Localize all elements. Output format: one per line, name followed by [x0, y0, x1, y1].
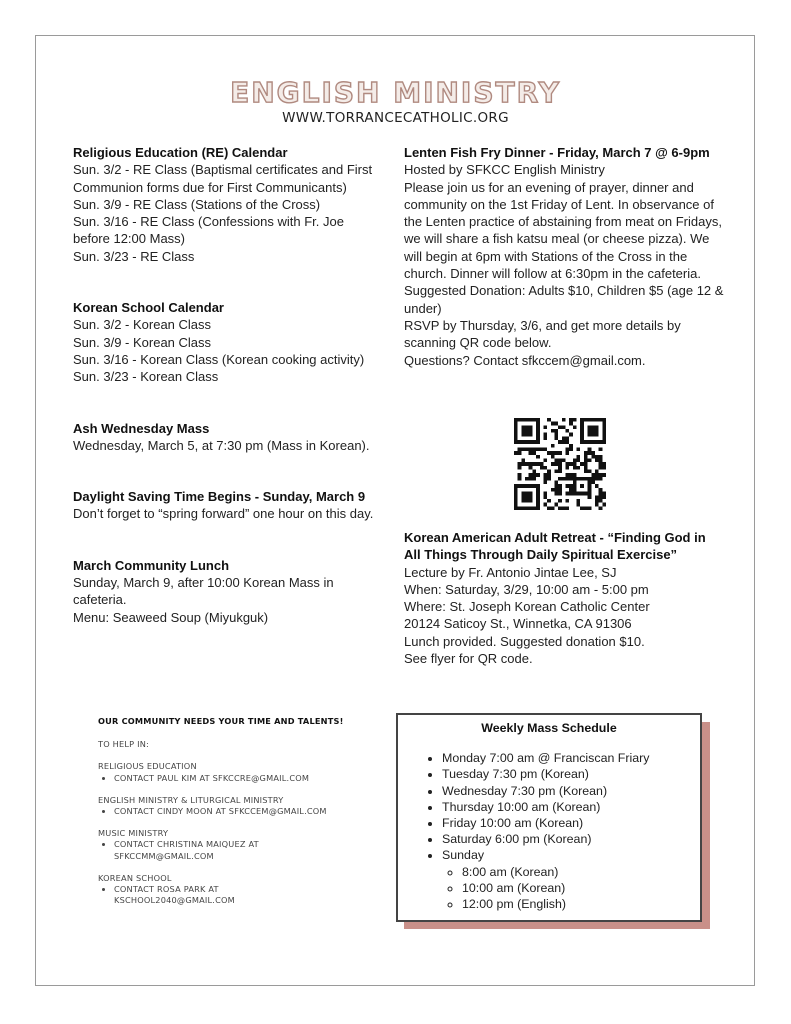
mass-item-sunday [442, 847, 700, 912]
sunday-mass-item: ◦ 12:00 pm (English) [462, 896, 700, 912]
ash-wednesday-section [73, 420, 383, 455]
volunteer-contact: • CONTACT CINDY MOON AT SFKCCEM@GMAIL.COM [114, 806, 368, 817]
retreat-line: When: Saturday, 3/29, 10:00 am - 5:00 pm [404, 581, 649, 597]
volunteer-heading: OUR COMMUNITY NEEDS YOUR TIME AND TALENTS! [98, 716, 344, 726]
mass-item: • Saturday 6:00 pm (Korean) [442, 831, 700, 847]
volunteer-group [98, 828, 368, 862]
volunteer-group-label: KOREAN SCHOOL [98, 872, 172, 883]
re-calendar-section [73, 144, 383, 265]
daylight-saving-section [73, 488, 383, 523]
right-column [404, 144, 724, 667]
volunteer-group [98, 873, 368, 907]
fish-fry-section [404, 144, 724, 369]
mass-item: • Wednesday 7:30 pm (Korean) [442, 783, 700, 799]
fish-fry-contact: Questions? Contact sfkccem@gmail.com. [404, 352, 646, 368]
sunday-mass-item: ◦ 8:00 am (Korean) [462, 864, 700, 880]
korean-school-line: Sun. 3/2 - Korean Class [73, 317, 212, 333]
volunteer-group-label: MUSIC MINISTRY [98, 828, 169, 839]
community-lunch-line: Menu: Seaweed Soup (Miyukguk) [73, 609, 269, 625]
re-calendar-line: Sun. 3/9 - RE Class (Stations of the Cross) [73, 196, 321, 212]
korean-school-section [73, 299, 383, 385]
page-title: ENGLISH MINISTRY [230, 76, 561, 109]
re-calendar-line: Sun. 3/2 - RE Class (Baptismal certificates and First Communion forms due for First Communicants) [73, 162, 373, 195]
mass-schedule-list [398, 750, 700, 912]
korean-school-line: Sun. 3/23 - Korean Class [73, 369, 219, 385]
daylight-saving-text: Don’t forget to “spring forward” one hour on this day. [73, 506, 374, 522]
retreat-line: Lecture by Fr. Antonio Jintae Lee, SJ [404, 564, 617, 580]
volunteer-contact: • CONTACT ROSA PARK AT KSCHOOL2040@GMAIL.COM [114, 884, 274, 906]
ash-wednesday-text: Wednesday, March 5, at 7:30 pm (Mass in Korean). [73, 437, 370, 453]
retreat-heading: Korean American Adult Retreat - “Finding God in All Things Through Daily Spiritual Exercise” [404, 530, 706, 563]
volunteer-group [98, 761, 368, 783]
fish-fry-line: Hosted by SFKCC English Ministry [404, 162, 605, 178]
mass-schedule-box [396, 713, 702, 922]
fish-fry-line: Please join us for an evening of prayer, dinner and community on the 1st Friday of Lent. In observance of the Lenten practice of abstaining from meat on Fridays, we will share a fish katsu meal (or cheese pizza). We will begin at 6pm with Stations of the Cross in the church. Dinner will follow at 6:30pm in the cafeteria. [404, 179, 722, 282]
fish-fry-line: Suggested Donation: Adults $10, Children $5 (age 12 & under) [404, 283, 724, 316]
volunteer-contact: • CONTACT PAUL KIM AT SFKCCRE@GMAIL.COM [114, 773, 368, 784]
volunteer-group-label: RELIGIOUS EDUCATION [98, 761, 197, 772]
sunday-mass-list [442, 864, 700, 913]
volunteer-contact: • CONTACT CHRISTINA MAIQUEZ AT SFKCCMM@GMAIL.COM [114, 839, 294, 861]
mass-schedule-title: Weekly Mass Schedule [481, 721, 617, 735]
daylight-saving-heading: Daylight Saving Time Begins - Sunday, March 9 [73, 489, 366, 505]
volunteer-group-label: ENGLISH MINISTRY & LITURGICAL MINISTRY [98, 794, 284, 805]
ash-wednesday-heading: Ash Wednesday Mass [73, 420, 210, 436]
volunteer-intro: TO HELP IN: [98, 739, 149, 750]
mass-item: • Thursday 10:00 am (Korean) [442, 799, 700, 815]
mass-item: • Friday 10:00 am (Korean) [442, 815, 700, 831]
re-calendar-line: Sun. 3/23 - RE Class [73, 248, 195, 264]
re-calendar-line: Sun. 3/16 - RE Class (Confessions with Fr. Joe before 12:00 Mass) [73, 214, 344, 247]
retreat-section [404, 529, 724, 667]
qr-code-icon[interactable] [514, 418, 606, 510]
mass-item: • Tuesday 7:30 pm (Korean) [442, 766, 700, 782]
retreat-line: See flyer for QR code. [404, 651, 533, 667]
korean-school-heading: Korean School Calendar [73, 300, 224, 316]
community-lunch-heading: March Community Lunch [73, 557, 230, 573]
left-column [73, 144, 383, 626]
volunteer-section [98, 716, 368, 917]
website-link[interactable]: WWW.TORRANCECATHOLIC.ORG [282, 110, 509, 126]
mass-item-sunday-label: Sunday [442, 848, 485, 863]
re-calendar-heading: Religious Education (RE) Calendar [73, 145, 288, 160]
mass-item: • Monday 7:00 am @ Franciscan Friary [442, 750, 700, 766]
retreat-line: Lunch provided. Suggested donation $10. [404, 633, 645, 649]
fish-fry-line: RSVP by Thursday, 3/6, and get more details by scanning QR code below. [404, 317, 681, 351]
fish-fry-heading: Lenten Fish Fry Dinner - Friday, March 7 @ 6-9pm [404, 145, 710, 160]
community-lunch-line: Sunday, March 9, after 10:00 Korean Mass in cafeteria. [73, 575, 334, 608]
korean-school-line: Sun. 3/9 - Korean Class [73, 334, 212, 350]
korean-school-line: Sun. 3/16 - Korean Class (Korean cooking activity) [73, 351, 365, 367]
retreat-line: Where: St. Joseph Korean Catholic Center [404, 599, 650, 615]
volunteer-group [98, 795, 368, 817]
community-lunch-section [73, 557, 383, 626]
sunday-mass-item: ◦ 10:00 am (Korean) [462, 880, 700, 896]
retreat-line: 20124 Saticoy St., Winnetka, CA 91306 [404, 616, 632, 632]
